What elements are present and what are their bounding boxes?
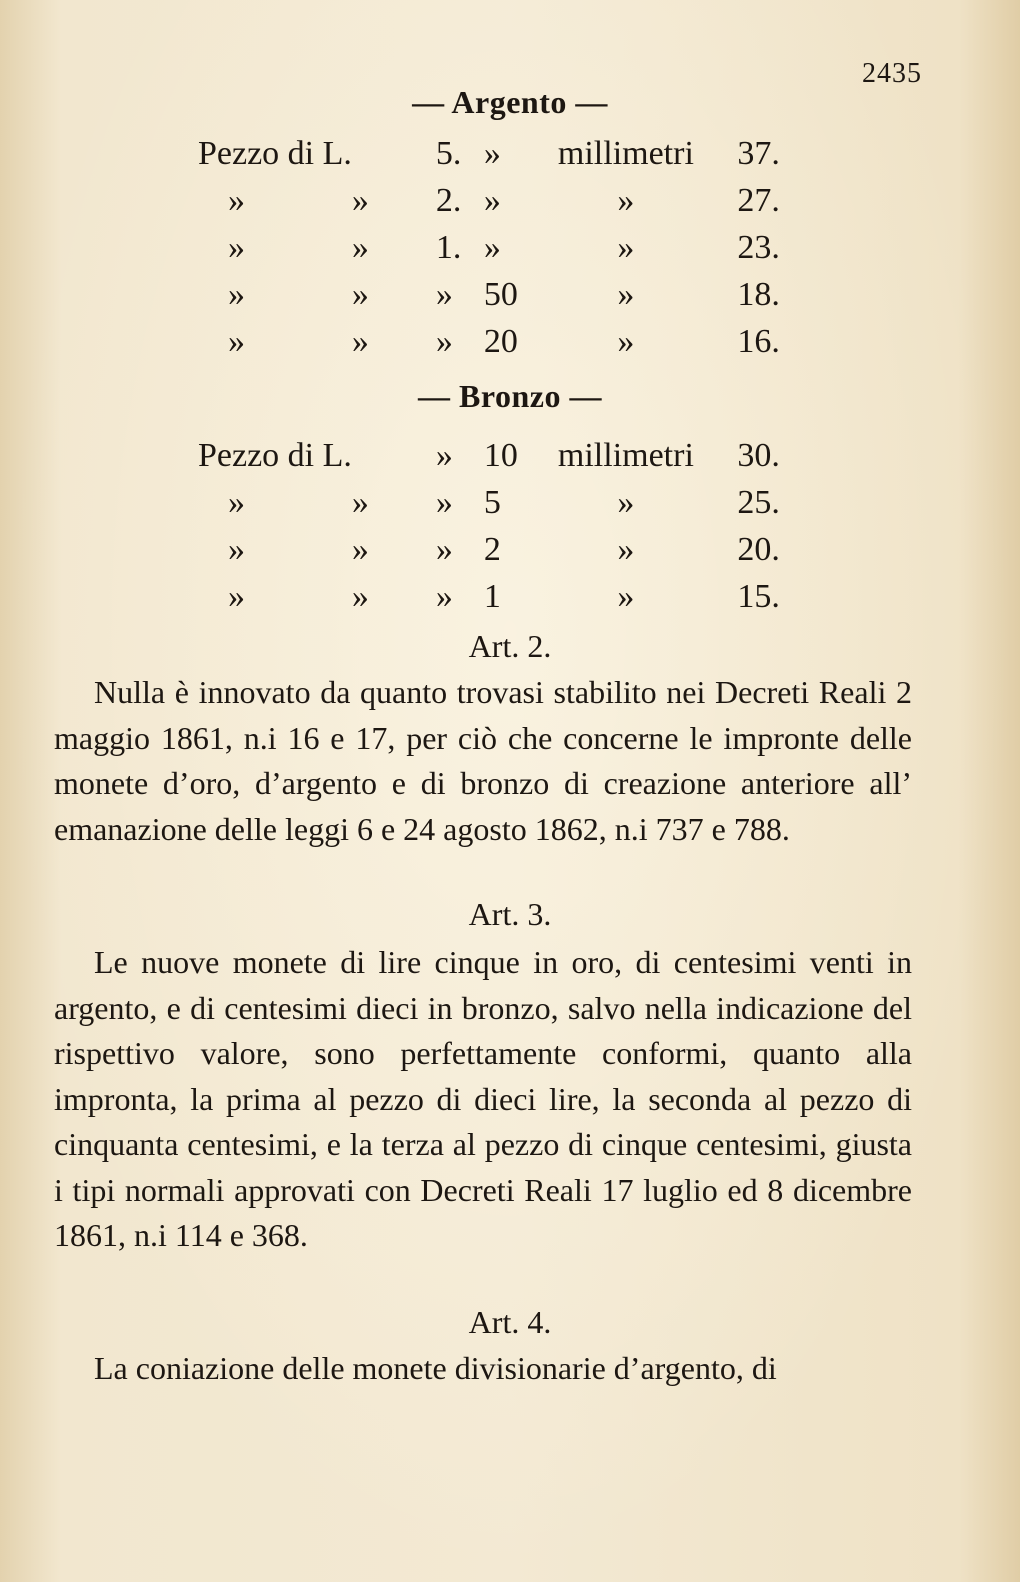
table-cell: » [435, 275, 453, 313]
table-cell: » [351, 322, 369, 360]
table-cell: millimetri [557, 436, 694, 474]
table-cell: 20 [483, 322, 518, 360]
table-cell: » [351, 577, 369, 615]
table-row [198, 526, 780, 573]
table-cell: 25. [737, 483, 780, 521]
table-cell: » [228, 275, 245, 313]
table-cell: 5 [483, 483, 501, 521]
page-number: 2435 [862, 58, 922, 89]
article-2-title: Art. 2. [468, 628, 552, 664]
article-3-body: Le nuove monete di lire cinque in oro, di centesimi venti in argento, e di centesimi dieci in bronzo, salvo nella indicazione del rispettivo valore, sono perfettamente conformi, quanto alla impronta, la prima al pezzo di dieci lire, la seconda al pezzo di cinquanta centesimi, e la terza al pezzo di cinque centesimi, giusta i tipi normali approvati con Decreti Reali 17 luglio ed 8 dicembre 1861, n.i 114 e 368. [54, 944, 912, 1253]
table-cell: » [435, 530, 453, 568]
table-cell: » [351, 530, 369, 568]
table-cell: 1 [483, 577, 501, 615]
table-cell: 23. [737, 228, 780, 266]
article-3-text [54, 940, 912, 1259]
table-cell: 1. [435, 228, 462, 266]
table-row [198, 479, 780, 526]
table-cell: » [228, 228, 245, 266]
table-cell: » [228, 181, 245, 219]
table-cell: » [617, 577, 635, 615]
article-4-body: La coniazione delle monete divisionarie d’argento, di [94, 1350, 777, 1386]
article-2-body: Nulla è innovato da quanto trovasi stabilito nei Decreti Reali 2 maggio 1861, n.i 16 e 17, per ciò che concerne le impronte delle monete d’oro, d’argento e di bronzo di creazione anteriore all’ emanazione delle leggi 6 e 24 agosto 1862, n.i 737 e 788. [54, 674, 912, 847]
table-cell: » [617, 483, 635, 521]
table-cell: » [483, 228, 501, 266]
table-cell: » [351, 275, 369, 313]
table-cell: 16. [737, 322, 780, 360]
table-cell: » [351, 181, 369, 219]
table-cell: » [435, 577, 453, 615]
table-row [198, 271, 780, 318]
table-cell: » [617, 181, 635, 219]
table-cell: » [228, 530, 245, 568]
table-cell: 10 [483, 436, 518, 474]
table-row [198, 318, 780, 365]
table-row [198, 224, 780, 271]
table-row [198, 177, 780, 224]
bronzo-table [198, 432, 780, 620]
table-cell: Pezzo di L. [198, 436, 352, 474]
table-cell: 20. [737, 530, 780, 568]
table-cell: » [435, 436, 453, 474]
table-cell: » [617, 275, 635, 313]
table-cell: » [228, 483, 245, 521]
table-cell: » [617, 228, 635, 266]
table-cell: 30. [737, 436, 780, 474]
table-cell: » [617, 530, 635, 568]
table-cell: » [435, 322, 453, 360]
table-cell: 5. [435, 134, 462, 172]
bronzo-heading: — Bronzo — [418, 378, 602, 414]
table-cell: » [351, 483, 369, 521]
table-cell: » [351, 228, 369, 266]
article-4-text [54, 1346, 912, 1392]
article-2-text [54, 670, 912, 852]
table-cell: » [228, 322, 245, 360]
argento-table [198, 130, 780, 365]
table-cell: 15. [737, 577, 780, 615]
table-row [198, 432, 780, 479]
table-row [198, 130, 780, 177]
argento-heading: — Argento — [412, 84, 608, 120]
table-cell: 27. [737, 181, 780, 219]
table-cell: » [228, 577, 245, 615]
table-cell: » [483, 181, 501, 219]
table-cell: 2. [435, 181, 462, 219]
table-cell: 50 [483, 275, 518, 313]
table-cell: Pezzo di L. [198, 134, 352, 172]
article-3-title: Art. 3. [468, 896, 552, 932]
table-cell: 37. [737, 134, 780, 172]
article-4-title: Art. 4. [468, 1304, 552, 1340]
table-cell: » [483, 134, 501, 172]
table-cell: » [617, 322, 635, 360]
table-cell: 2 [483, 530, 501, 568]
table-cell: » [435, 483, 453, 521]
table-row [198, 573, 780, 620]
table-cell: millimetri [557, 134, 694, 172]
table-cell: 18. [737, 275, 780, 313]
